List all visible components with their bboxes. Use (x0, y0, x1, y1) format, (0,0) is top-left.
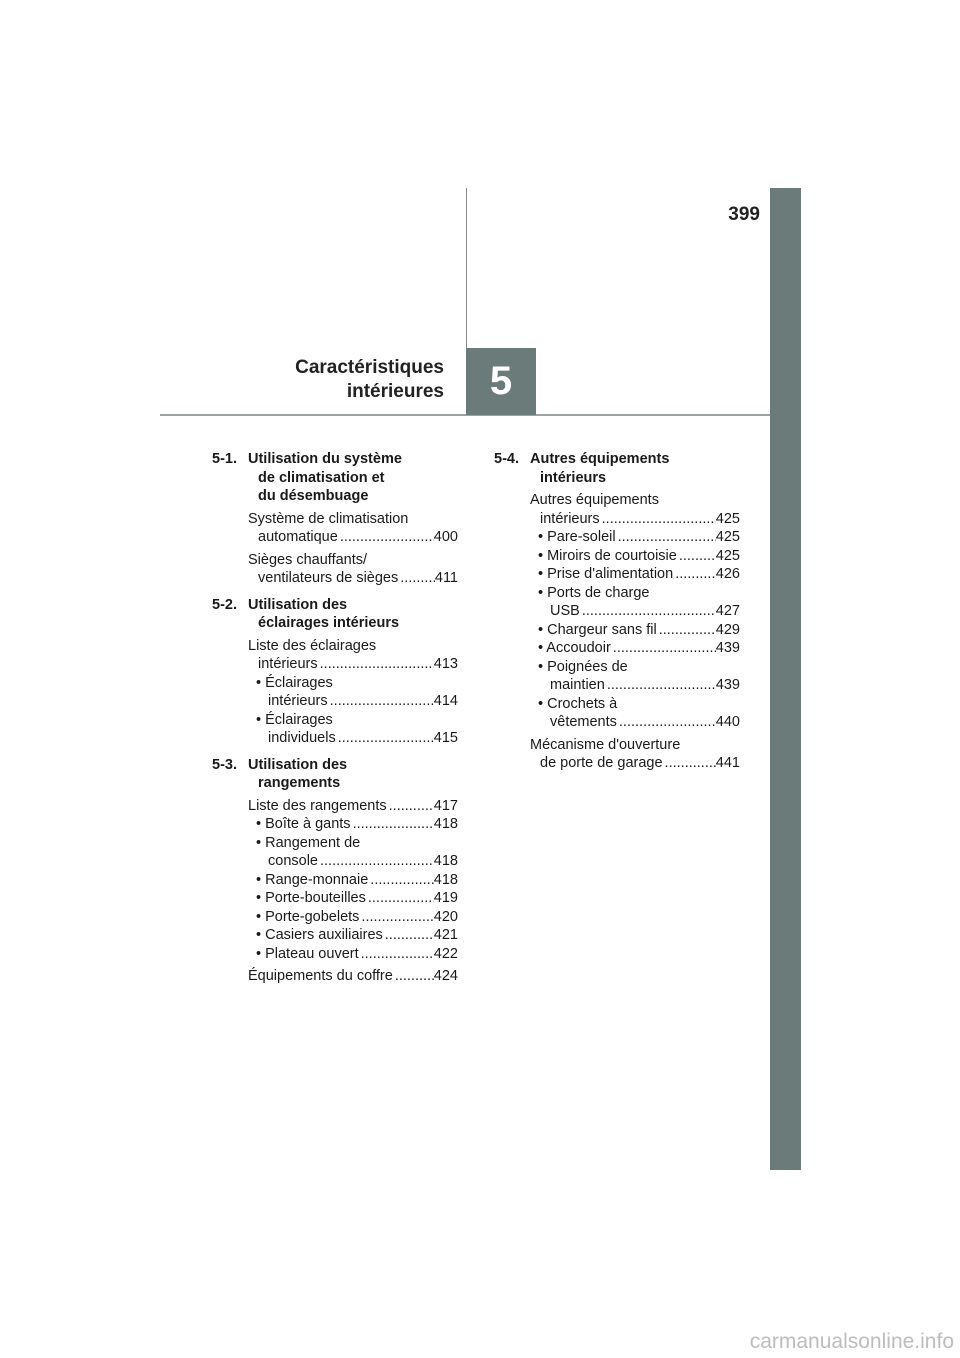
page-ref: 424 (433, 968, 458, 984)
toc-subentry[interactable]: • Éclairages (256, 674, 333, 691)
toc-section-5-1 (212, 450, 458, 588)
toc-column-left (212, 450, 458, 994)
toc-entry[interactable]: Liste des rangements ..... 417 • Boîte à gants ..... 418 • Rangement de console ..... 418 • Range-monnaie ..... 418 • Porte-bouteilles ..... 419 • Porte-gobelets ..... 420 • Casiers auxiliaires ..... 421 • Plateau ouvert ..... 422 (248, 797, 458, 964)
toc-subentry[interactable]: • Porte-gobelets (256, 908, 360, 925)
toc-subentry[interactable]: • Éclairages (256, 711, 333, 728)
toc-entry[interactable]: Liste des éclairages intérieurs ..... 413 • Éclairages intérieurs ..... 414 • Éclairages individuels ..... 415 (248, 637, 458, 748)
page-ref: 439 (715, 677, 740, 693)
page-ref: 419 (433, 890, 458, 906)
vertical-rule (466, 188, 467, 348)
page-ref: 415 (433, 730, 458, 746)
chapter-title-line-2: intérieures (346, 381, 444, 402)
page-ref: 425 (715, 547, 740, 564)
section-title[interactable]: Autres équipements intérieurs (530, 451, 670, 486)
page-number: 399 (728, 204, 760, 225)
section-title[interactable]: Utilisation des éclairages intérieurs (248, 596, 400, 631)
toc-subentry[interactable]: • Chargeur sans fil (538, 621, 657, 638)
toc-subentry[interactable]: • Porte-bouteilles (256, 890, 366, 906)
toc-subentry[interactable]: • Accoudoir (538, 640, 611, 656)
toc-subentry[interactable]: • Poignées de (538, 658, 628, 675)
page-ref: 440 (715, 714, 740, 730)
toc-entry[interactable]: Autres équipements intérieurs ..... 425 • Pare-soleil ..... 425 • Miroirs de courtoisie ..... 425 • Prise d'alimentation ..... 426 • Ports de charge USB ..... 427 • Chargeur sans fil ..... 429 • Accoudoir ..... 439 • Poignées de maintien ..... 439 • Crochets à vêtements ..... 440 (530, 491, 740, 732)
page-ref: 418 (433, 816, 458, 832)
page-ref: 425 (715, 510, 740, 527)
section-number: 5-3. (212, 756, 237, 773)
page-ref: 421 (433, 927, 458, 943)
watermark: carmanualsonline.info (749, 1330, 954, 1353)
page-ref: 411 (434, 570, 458, 586)
toc-subentry[interactable]: • Boîte à gants (256, 816, 351, 832)
section-title[interactable]: Utilisation du système de climatisation et du désembuage (248, 451, 402, 504)
section-number: 5-4. (494, 451, 519, 467)
page-ref: 417 (433, 797, 458, 814)
toc-subentry[interactable]: • Miroirs de courtoisie (538, 547, 677, 564)
page-ref: 425 (715, 529, 740, 545)
toc-entry[interactable]: Mécanisme d'ouverture de porte de garage ..... 441 (530, 736, 740, 773)
chapter-number: 5 (489, 359, 513, 403)
horizontal-rule (160, 414, 770, 416)
toc-section-5-4 (494, 450, 740, 773)
section-number: 5-1. (212, 451, 237, 467)
toc-subentry[interactable]: • Rangement de (256, 834, 361, 851)
toc-entry[interactable]: Système de climatisation automatique ..... 400 (248, 510, 458, 547)
page-ref: 418 (433, 853, 458, 869)
page-ref: 441 (715, 755, 740, 771)
toc-entry[interactable]: Équipements du coffre ..... 424 (248, 967, 458, 986)
chapter-title-line-1: Caractéristiques (295, 357, 444, 378)
toc-column-right (494, 450, 740, 781)
chapter-side-tab (770, 188, 801, 1170)
toc-subentry[interactable]: • Pare-soleil (538, 529, 616, 545)
page-ref: 414 (433, 693, 458, 709)
toc-subentry[interactable]: • Prise d'alimentation (538, 566, 674, 582)
toc-subentry[interactable]: • Range-monnaie (256, 871, 369, 888)
toc-entry[interactable]: Sièges chauffants/ ventilateurs de sièges ..... 411 (248, 551, 458, 588)
chapter-number-box (466, 348, 536, 415)
toc-subentry[interactable]: • Crochets à (538, 695, 618, 712)
page-ref: 429 (715, 621, 740, 638)
section-title[interactable]: Utilisation des rangements (248, 756, 348, 791)
page-ref: 418 (433, 871, 458, 888)
toc-subentry[interactable]: • Casiers auxiliaires (256, 927, 383, 943)
page-ref: 426 (715, 566, 740, 582)
page-ref: 413 (433, 656, 458, 672)
toc-subentry[interactable]: • Ports de charge (538, 584, 650, 601)
page-ref: 400 (433, 529, 458, 545)
toc-subentry[interactable]: • Plateau ouvert (256, 945, 359, 962)
page-ref: 422 (433, 945, 458, 962)
page-ref: 427 (715, 603, 740, 619)
section-number: 5-2. (212, 596, 237, 613)
toc-section-5-3 (212, 756, 458, 986)
page-ref: 420 (433, 908, 458, 925)
chapter-title (200, 356, 444, 404)
toc-section-5-2 (212, 596, 458, 748)
page-ref: 439 (715, 640, 740, 656)
